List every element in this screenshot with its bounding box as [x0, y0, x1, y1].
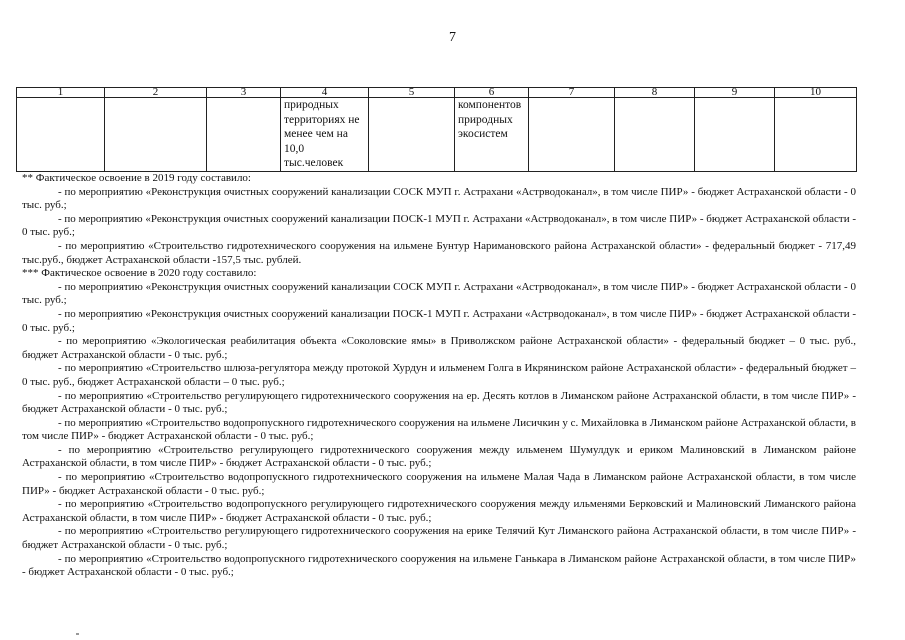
table-cell: компонентов природных экосистем: [455, 98, 529, 172]
footnote-item: - по мероприятию «Строительство водопропускного гидротехнического сооружения на ильмене Ганькара в Лиманском районе Астраханской области, в том числе ПИР» - бюджет Астраханской области - 0 тыс. руб.;: [22, 552, 856, 579]
footnote-item: - по мероприятию «Строительство водопропускного регулирующего гидротехнического сооружения между ильменями Берковский и Малиновский Лиманского района Астраханской области, в том числе ПИР» - бюджет Астраханской области - 0 тыс. руб.;: [22, 498, 856, 524]
column-header: 7: [529, 88, 615, 98]
footnote-item: - по мероприятию «Строительство регулирующего гидротехнического сооружения между ильменем Шумулдук и ериком Малиновский в Лиманском районе Астраханской области, в том числе ПИР» - бюджет Астраханской области - 0 тыс. руб.;: [22, 443, 856, 470]
column-header: 6: [455, 88, 529, 98]
data-table: [16, 87, 857, 172]
column-header: 1: [17, 88, 105, 98]
page-number: 7: [449, 30, 456, 45]
table-cell: [369, 98, 455, 172]
column-header: 9: [695, 88, 775, 98]
column-header: 8: [615, 88, 695, 98]
scan-speck: [76, 633, 79, 635]
footnote-item: - по мероприятию «Строительство водопропускного гидротехнического сооружения на ильмене Лисичкин у с. Михайловка в Лиманском районе Астраханской области, в том числе ПИР» - бюджет Астраханской области - 0 тыс. руб.;: [22, 416, 856, 443]
footnote-item: - по мероприятию «Строительство регулирующего гидротехнического сооружения на ер. Десять котлов в Лиманском районе Астраханской области, в том числе ПИР» - бюджет Астраханской области - 0 тыс. руб.;: [22, 389, 856, 416]
table-cell: [615, 98, 695, 172]
table-cell: [695, 98, 775, 172]
footnote-heading: ** Фактическое освоение в 2019 году составило:: [22, 172, 251, 184]
table-cell: [775, 98, 857, 172]
table-cell: [17, 98, 105, 172]
footnote-item: - по мероприятию «Строительство регулирующего гидротехнического сооружения на ерике Телячий Кут Лиманского района Астраханской области, в том числе ПИР» - бюджет Астраханской области - 0 тыс. руб.;: [22, 525, 856, 552]
footnote-heading: *** Фактическое освоение в 2020 году составило:: [22, 267, 257, 280]
column-header: 4: [281, 88, 369, 98]
column-header: 10: [775, 88, 857, 98]
footnote-item: - по мероприятию «Строительство водопропускного гидротехнического сооружения на ильмене Малая Чада в Лиманском районе Астраханской области, в том числе ПИР» - бюджет Астраханской области - 0 тыс. руб.;: [22, 471, 856, 497]
table-cell: природных территориях не менее чем на 10,0 тыс.человек: [281, 98, 369, 172]
table-row: [17, 98, 857, 172]
footnote-item: - по мероприятию «Экологическая реабилитация объекта «Соколовские ямы» в Приволжском районе Астраханской области» - федеральный бюджет – 0 тыс. руб., бюджет Астраханской области - 0 тыс. руб.;: [22, 335, 856, 361]
footnotes: [22, 172, 856, 580]
footnote-item: - по мероприятию «Реконструкция очистных сооружений канализации СОСК МУП г. Астрахани «Астрводоканал», в том числе ПИР» - бюджет Астраханской области - 0 тыс. руб.;: [22, 185, 856, 212]
footnote-item: - по мероприятию «Строительство гидротехнического сооружения на ильмене Бунтур Наримановского района Астраханской области» - федеральный бюджет - 717,49 тыс.руб., бюджет Астраханской области -157,5 тыс. рублей.: [22, 239, 856, 266]
table-cell: [207, 98, 281, 172]
footnote-item: - по мероприятию «Реконструкция очистных сооружений канализации СОСК МУП г. Астрахани «Астрводоканал», в том числе ПИР» - бюджет Астраханской области - 0 тыс. руб.;: [22, 280, 856, 307]
column-header: 3: [207, 88, 281, 98]
column-header: 2: [105, 88, 207, 98]
footnote-item: - по мероприятию «Реконструкция очистных сооружений канализации ПОСК-1 МУП г. Астрахани «Астрводоканал», в том числе ПИР» - бюджет Астраханской области - 0 тыс. руб.;: [22, 307, 856, 334]
column-header: 5: [369, 88, 455, 98]
footnote-item: - по мероприятию «Реконструкция очистных сооружений канализации ПОСК-1 МУП г. Астрахани «Астрводоканал», в том числе ПИР» - бюджет Астраханской области - 0 тыс. руб.;: [22, 212, 856, 239]
table-header-row: [17, 88, 857, 98]
table-cell: [105, 98, 207, 172]
table-cell: [529, 98, 615, 172]
footnote-item: - по мероприятию «Строительство шлюза-регулятора между протокой Хурдун и ильменем Голга в Икрянинском районе Астраханской области» - федеральный бюджет – 0 тыс. руб., бюджет Астраханской области – 0 тыс. руб.;: [22, 362, 856, 388]
